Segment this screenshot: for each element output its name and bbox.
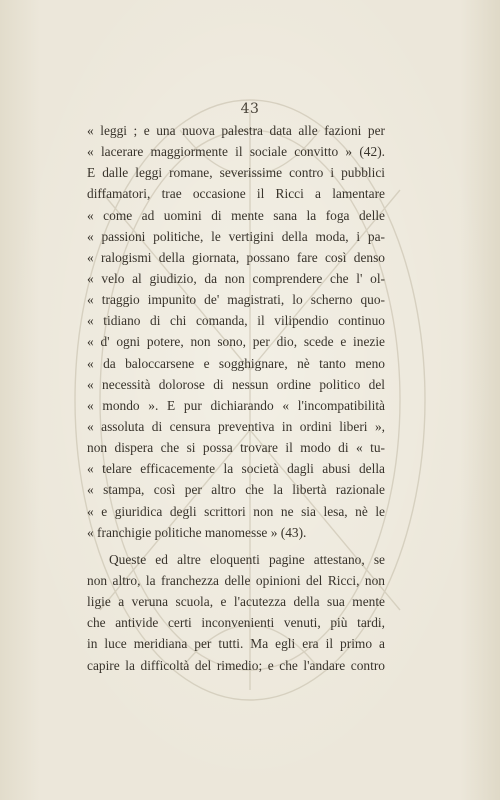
text-line: ligie a veruna scuola, e l'acutezza della sua mente (87, 594, 385, 610)
text-line: diffamatori, trae occasione il Ricci a lamentare (87, 186, 385, 202)
text-line: « necessità dolorose di nessun ordine politico del (87, 376, 385, 392)
text-line: E dalle leggi romane, severissime contro i pubblici (87, 165, 385, 181)
text-line: « assoluta di censura preventiva in ordini liberi », (87, 418, 385, 434)
text-line: « mondo ». E pur dichiarando « l'incompatibilità (87, 397, 385, 413)
body-text (87, 120, 385, 676)
text-line: « traggio impunito de' magistrati, lo scherno quo- (87, 292, 385, 308)
text-line: non dispera che si possa trovare il modo di « tu- (87, 440, 385, 456)
text-line: « tidiano di chi comanda, il vilipendio continuo (87, 313, 385, 329)
text-line: « stampa, così per altro che la libertà razionale (87, 482, 385, 498)
text-line: « ralogismi della giornata, possano fare così denso (87, 249, 385, 265)
text-line: « da baloccarsene e sogghignare, nè tanto meno (87, 355, 385, 371)
text-line: « leggi ; e una nuova palestra data alle fazioni per (87, 123, 385, 138)
text-line: « velo al giudizio, da non comprendere che l' ol- (87, 270, 385, 286)
page-number: 43 (240, 101, 260, 117)
paragraph-first-line: Queste ed altre eloquenti pagine attestano, se (109, 551, 385, 567)
text-line: « come ad uomini di mente sana la foga delle (87, 207, 385, 223)
text-line: « franchigie politiche manomesse » (43). (87, 524, 307, 540)
text-line: « d' ogni potere, non sono, per dio, scede e inezie (87, 334, 385, 350)
text-line: che antivide certi inconvenienti venuti, più tardi, (87, 615, 385, 631)
text-line: « passioni politiche, le vertigini della moda, i pa- (87, 228, 385, 244)
text-line: « e giuridica degli scrittori non ne sia lesa, nè le (87, 503, 385, 519)
text-line: « lacerare maggiormente il sociale convitto » (42). (87, 144, 385, 160)
text-line: « telare efficacemente la società dagli abusi della (87, 461, 385, 477)
text-line: capire la difficoltà del rimedio; e che l'andare contro (87, 657, 385, 673)
text-line: in luce meridiana per tutti. Ma egli era il primo a (87, 636, 385, 652)
text-line: non altro, la franchezza delle opinioni del Ricci, non (87, 572, 385, 588)
